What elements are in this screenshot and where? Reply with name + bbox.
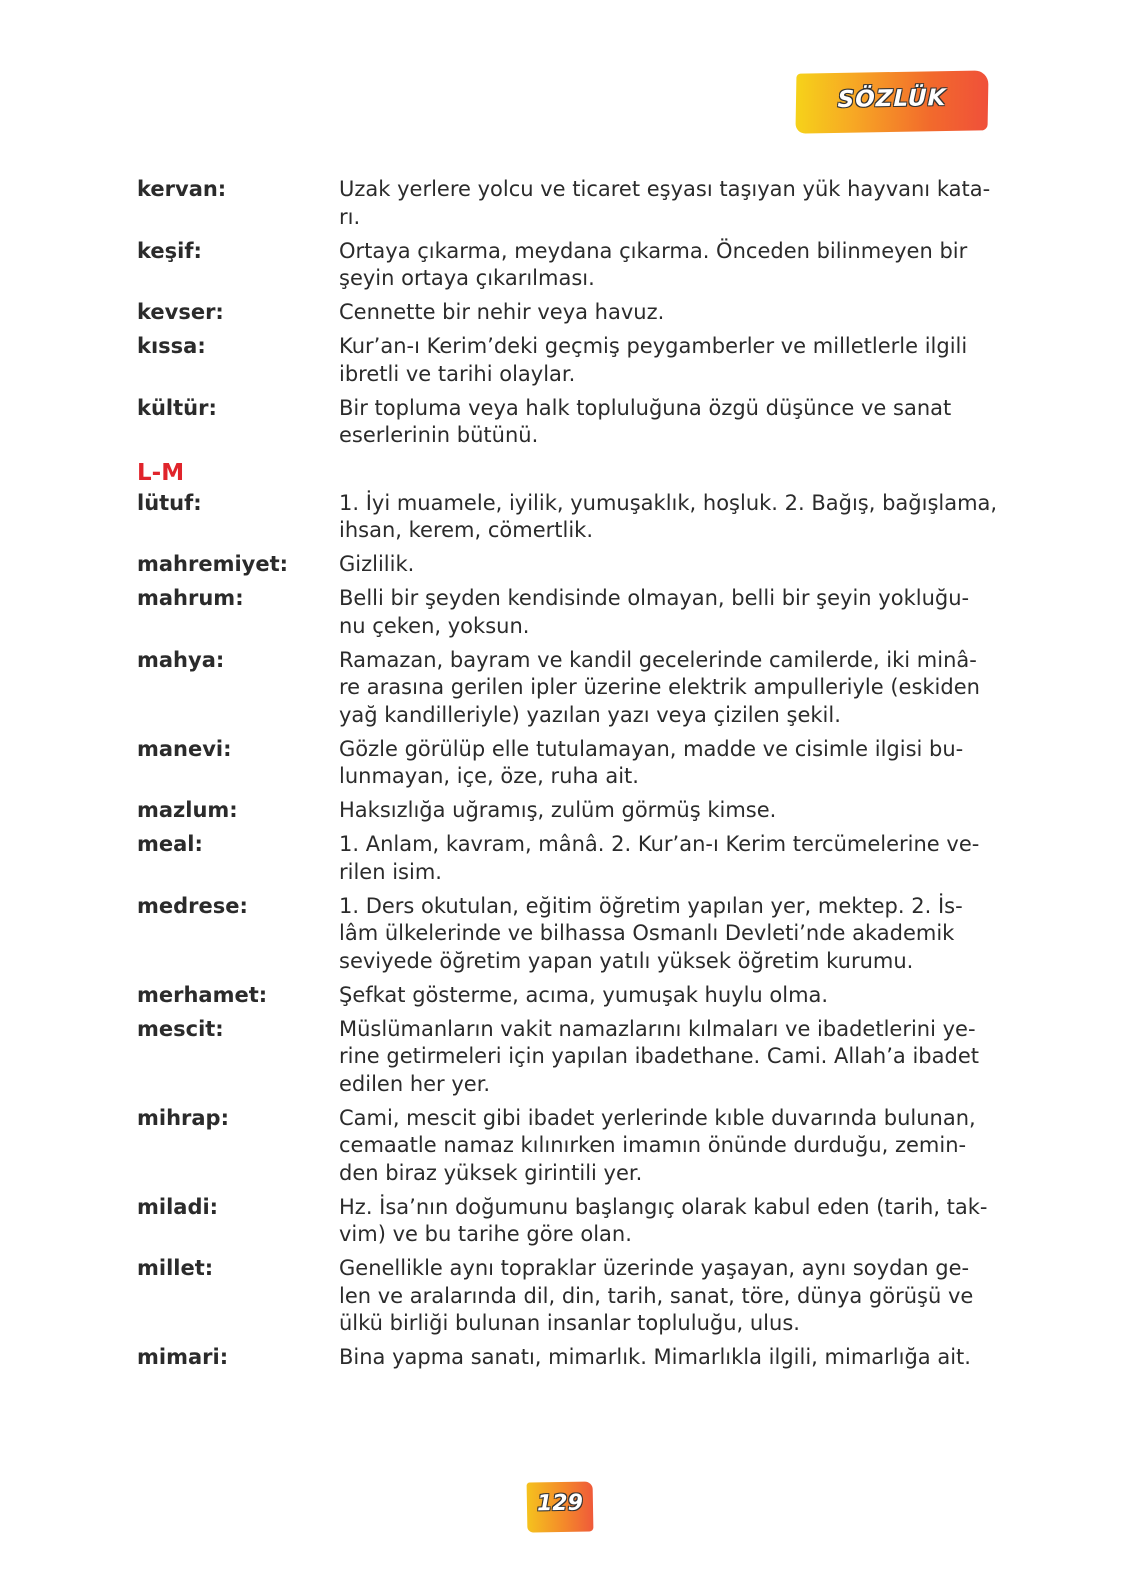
definition-line: şeyin ortaya çıkarılması. (339, 266, 595, 290)
glossary-entry (137, 647, 997, 730)
glossary-entry (137, 299, 997, 327)
entry-term: mazlum: (137, 798, 238, 822)
glossary-entry (137, 982, 997, 1010)
glossary-entry (137, 1016, 997, 1099)
definition-line: cemaatle namaz kılınırken imamın önünde durduğu, zemin- (339, 1133, 967, 1157)
entry-term: mimari: (137, 1345, 229, 1369)
glossary-entry (137, 333, 997, 388)
definition-line: rine getirmeleri için yapılan ibadethane. Cami. Allah’a ibadet (339, 1044, 979, 1068)
entry-definition (339, 585, 969, 640)
glossary-entry (137, 736, 997, 791)
definition-line: Belli bir şeyden kendisinde olmayan, belli bir şeyin yokluğu- (339, 586, 970, 610)
definition-line: re arasına gerilen ipler üzerine elektrik ampulleriyle (eskiden (339, 675, 980, 699)
definition-line: len ve aralarında dil, din, tarih, sanat, töre, dünya görüşü ve (339, 1283, 974, 1308)
glossary-entry (137, 395, 997, 450)
glossary-entry (137, 893, 997, 976)
entry-term: kültür: (137, 395, 217, 420)
entry-term: kıssa: (137, 334, 206, 358)
definition-line: eserlerinin bütünü. (339, 423, 539, 447)
entry-definition (339, 238, 967, 293)
glossary-entry (137, 585, 997, 640)
definition-line: Uzak yerlere yolcu ve ticaret eşyası taşıyan yük hayvanı kata- (339, 177, 991, 201)
entry-definition (339, 1194, 988, 1249)
definition-line: lâm ülkelerinde ve bilhassa Osmanlı Devleti’nde akademik (339, 921, 955, 945)
glossary-group-k (137, 176, 997, 450)
definition-line: 1. İyi muamele, iyilik, yumuşaklık, hoşluk. 2. Bağış, bağışlama, (339, 490, 998, 515)
entry-term: mescit: (137, 1016, 224, 1041)
definition-line: nu çeken, yoksun. (339, 613, 530, 638)
entry-definition (339, 797, 776, 825)
entry-definition (339, 893, 963, 976)
entry-term: meal: (137, 832, 203, 856)
entry-definition (339, 1016, 979, 1099)
entry-term: kevser: (137, 300, 224, 324)
entry-term: medrese: (137, 893, 248, 918)
definition-line: Ramazan, bayram ve kandil gecelerinde camilerde, iki minâ- (339, 647, 977, 672)
glossary-group-lm (137, 490, 997, 1372)
section-title: SÖZLÜK (837, 85, 947, 113)
definition-line: ibretli ve tarihi olaylar. (339, 361, 576, 386)
section-title-badge (795, 70, 988, 133)
definition-line: ülkü birliği bulunan insanlar topluluğu, ulus. (339, 1311, 800, 1335)
definition-line: Kur’an-ı Kerim’deki geçmiş peygamberler ve milletlerle ilgili (339, 334, 968, 358)
page-number-badge (527, 1481, 594, 1532)
definition-line: Şefkat gösterme, acıma, yumuşak huylu olma. (339, 982, 829, 1007)
entry-term: keşif: (137, 238, 202, 263)
entry-term: miladi: (137, 1194, 219, 1219)
entry-term: kervan: (137, 177, 227, 201)
definition-line: seviyede öğretim yapan yatılı yüksek öğretim kurumu. (339, 948, 914, 973)
glossary-entry (137, 1105, 997, 1188)
section-heading-lm: L-M (137, 459, 185, 486)
entry-definition (339, 1344, 971, 1372)
entry-term: manevi: (137, 736, 232, 761)
glossary-entry (137, 176, 997, 231)
entry-term: lütuf: (137, 490, 202, 515)
entry-definition (339, 1255, 973, 1338)
definition-line: 1. Ders okutulan, eğitim öğretim yapılan yer, mektep. 2. İs- (339, 893, 963, 918)
definition-line: Bir topluma veya halk topluluğuna özgü düşünce ve sanat (339, 395, 952, 420)
definition-line: rilen isim. (339, 859, 442, 884)
page-number: 129 (536, 1490, 584, 1517)
glossary-entry (137, 490, 997, 545)
entry-term: millet: (137, 1256, 214, 1280)
glossary-list (137, 176, 997, 1378)
definition-line: Ortaya çıkarma, meydana çıkarma. Önceden bilinmeyen bir (339, 238, 968, 263)
glossary-entry (137, 551, 997, 579)
definition-line: 1. Anlam, kavram, mânâ. 2. Kur’an-ı Kerim tercümelerine ve- (339, 832, 980, 856)
glossary-entry (137, 1255, 997, 1338)
glossary-entry (137, 1194, 997, 1249)
definition-line: yağ kandilleriyle) yazılan yazı veya çizilen şekil. (339, 702, 841, 727)
definition-line: vim) ve bu tarihe göre olan. (339, 1222, 632, 1246)
entry-term: merhamet: (137, 982, 268, 1007)
definition-line: Haksızlığa uğramış, zulüm görmüş kimse. (339, 798, 777, 822)
entry-definition (339, 395, 951, 450)
definition-line: Cami, mescit gibi ibadet yerlerinde kıble duvarında bulunan, (339, 1105, 976, 1130)
definition-line: Bina yapma sanatı, mimarlık. Mimarlıkla ilgili, mimarlığa ait. (339, 1345, 971, 1369)
entry-definition (339, 831, 979, 886)
entry-definition (339, 1105, 976, 1188)
entry-term: mahya: (137, 647, 225, 672)
definition-line: Gözle görülüp elle tutulamayan, madde ve cisimle ilgisi bu- (339, 736, 964, 761)
entry-definition (339, 736, 963, 791)
definition-line: ihsan, kerem, cömertlik. (339, 518, 593, 542)
definition-line: Müslümanların vakit namazlarını kılmaları ve ibadetlerini ye- (339, 1016, 976, 1041)
entry-term: mihrap: (137, 1105, 229, 1130)
definition-line: edilen her yer. (339, 1071, 491, 1096)
entry-definition (339, 333, 967, 388)
entry-definition (339, 551, 414, 579)
entry-definition (339, 176, 990, 231)
entry-definition (339, 982, 828, 1010)
glossary-entry (137, 238, 997, 293)
definition-line: Genellikle aynı topraklar üzerinde yaşayan, aynı soydan ge- (339, 1256, 970, 1280)
definition-line: Gizlilik. (339, 552, 415, 576)
definition-line: Hz. İsa’nın doğumunu başlangıç olarak kabul eden (tarih, tak- (339, 1194, 988, 1219)
entry-term: mahrum: (137, 586, 244, 610)
entry-definition (339, 299, 664, 327)
entry-definition (339, 647, 980, 730)
definition-line: Cennette bir nehir veya havuz. (339, 300, 665, 324)
glossary-entry (137, 797, 997, 825)
entry-definition (339, 490, 997, 545)
glossary-entry (137, 1344, 997, 1372)
entry-term: mahremiyet: (137, 552, 289, 576)
definition-line: lunmayan, içe, öze, ruha ait. (339, 764, 639, 788)
definition-line: rı. (339, 204, 361, 229)
definition-line: den biraz yüksek girintili yer. (339, 1160, 643, 1185)
glossary-entry (137, 831, 997, 886)
